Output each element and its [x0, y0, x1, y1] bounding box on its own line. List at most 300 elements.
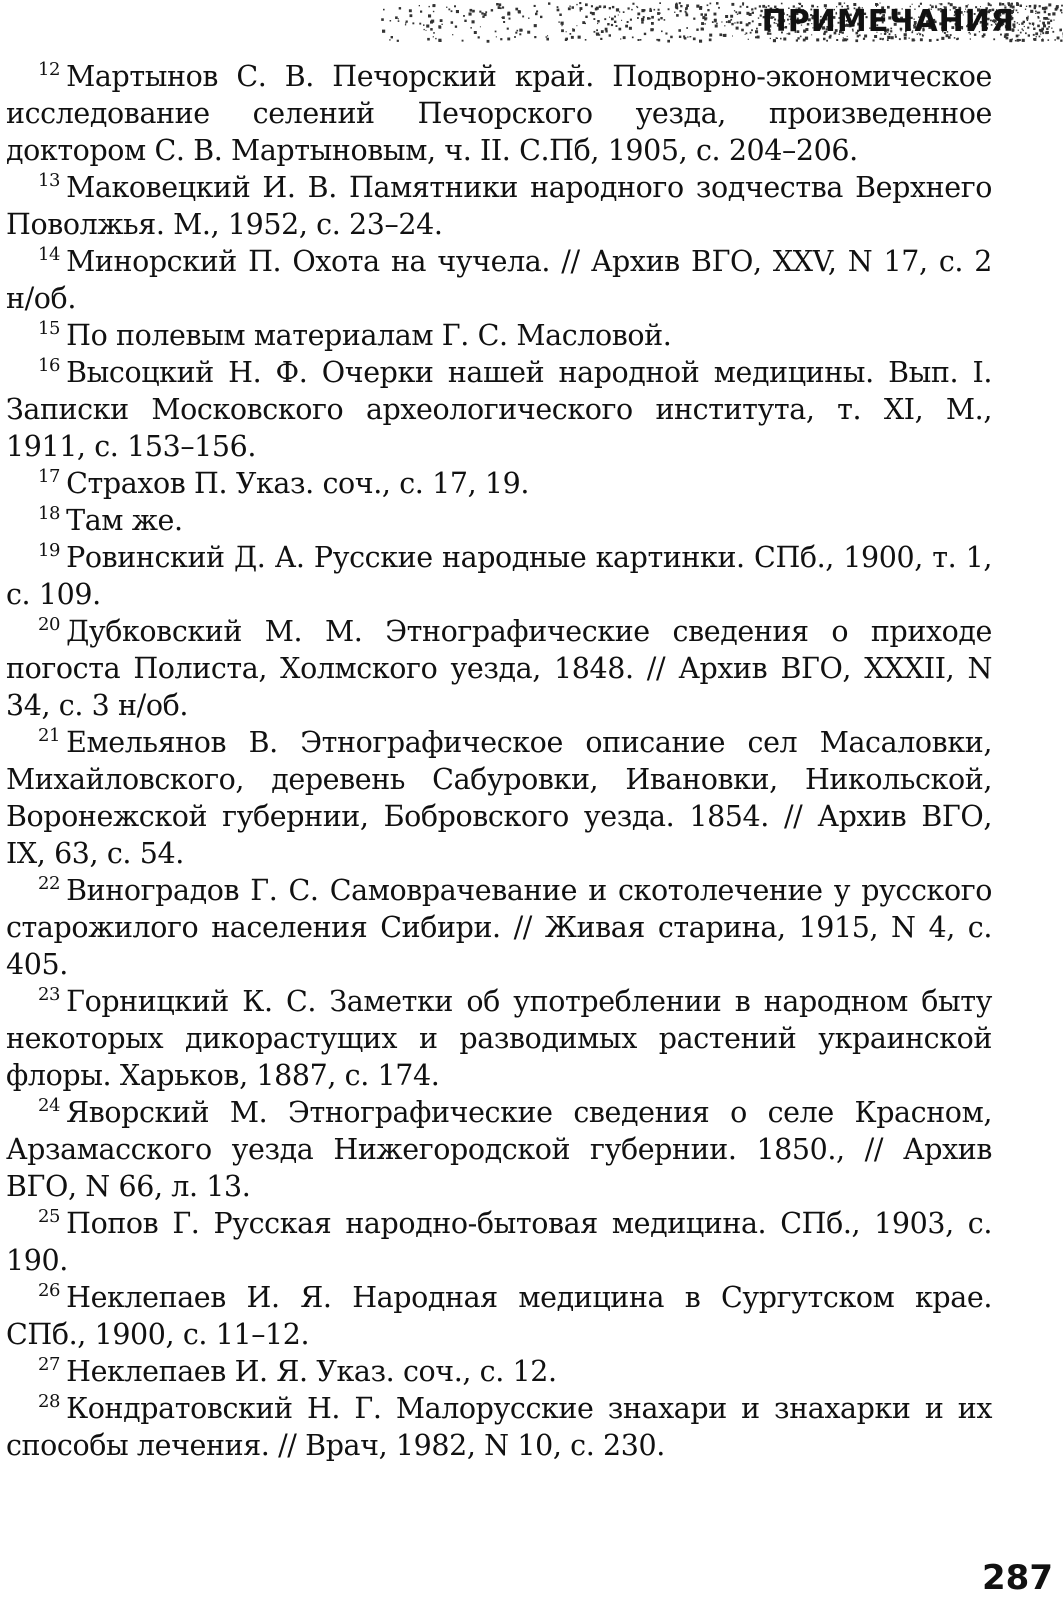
speckle: [1025, 32, 1027, 34]
speckle: [397, 40, 399, 42]
speckle: [389, 39, 390, 40]
speckle: [517, 30, 519, 32]
speckle: [614, 21, 616, 23]
speckle: [426, 25, 429, 28]
speckle: [680, 5, 682, 7]
speckle: [1027, 20, 1028, 21]
speckle: [664, 19, 666, 21]
speckle: [572, 29, 575, 32]
speckle: [757, 36, 760, 39]
speckle: [738, 11, 741, 14]
speckle: [1019, 24, 1020, 25]
speckle: [406, 21, 408, 23]
speckle: [614, 16, 616, 18]
footnote-number: 21: [38, 725, 61, 746]
speckle: [424, 29, 425, 30]
speckle: [704, 23, 705, 24]
speckle: [707, 9, 709, 11]
speckle: [1019, 39, 1021, 41]
speckle: [571, 36, 574, 39]
speckle: [535, 13, 538, 16]
speckle: [433, 11, 434, 12]
speckle: [463, 15, 465, 17]
speckle: [1020, 32, 1022, 34]
footnote-text: Дубковский М. М. Этнографические сведения о приходе погоста Полиста, Холмского уезда, 1848. // Архив ВГО, XXXII, N 34, с. 3 н/об.: [6, 615, 992, 722]
speckle: [641, 9, 644, 12]
speckle: [649, 9, 652, 12]
speckle: [616, 25, 618, 27]
speckle: [433, 32, 435, 34]
speckle: [611, 18, 614, 21]
speckle: [603, 6, 606, 9]
speckle: [609, 7, 611, 9]
speckle: [519, 29, 522, 32]
speckle: [395, 16, 398, 19]
speckle: [730, 15, 733, 18]
speckle: [569, 6, 570, 7]
speckle: [616, 8, 619, 11]
speckle: [679, 36, 681, 38]
speckle: [485, 11, 487, 13]
speckle: [631, 9, 633, 11]
speckle: [399, 7, 401, 9]
speckle: [628, 7, 630, 9]
speckle: [623, 36, 626, 39]
footnote: [6, 613, 992, 724]
speckle: [500, 38, 502, 40]
footnote: [6, 58, 992, 169]
speckle: [668, 8, 670, 10]
speckle: [576, 4, 577, 5]
speckle: [657, 12, 660, 15]
speckle: [462, 40, 464, 42]
speckle: [431, 20, 434, 23]
speckle: [1048, 39, 1050, 41]
speckle: [566, 31, 567, 32]
footnote-number: 12: [38, 59, 61, 80]
speckle: [741, 29, 744, 32]
speckle: [565, 38, 566, 39]
speckle: [409, 9, 412, 12]
speckle: [618, 15, 619, 16]
speckle: [746, 12, 749, 15]
footnote-text: Минорский П. Охота на чучела. // Архив ВГО, XXV, N 17, с. 2 н/об.: [6, 245, 992, 315]
speckle: [627, 21, 629, 23]
speckle: [1016, 35, 1019, 38]
speckle: [705, 17, 707, 19]
footnote-number: 19: [38, 540, 61, 561]
speckle: [451, 10, 453, 12]
footnote: [6, 169, 992, 243]
speckle: [748, 39, 749, 40]
speckle: [594, 31, 596, 33]
speckle: [702, 28, 704, 30]
speckle: [1035, 11, 1037, 13]
speckle: [1018, 30, 1019, 31]
speckle: [1054, 39, 1056, 41]
speckle: [607, 23, 609, 25]
speckle: [419, 23, 421, 25]
speckle: [558, 21, 559, 22]
speckle: [609, 34, 611, 36]
speckle: [625, 25, 628, 28]
footnote: [6, 1205, 992, 1279]
speckle: [675, 4, 678, 7]
speckle: [398, 18, 399, 19]
speckle: [1015, 40, 1017, 42]
speckle: [609, 17, 610, 18]
speckle: [1048, 3, 1051, 6]
footnote-text: Яворский М. Этнографические сведения о селе Красном, Арзамасского уезда Нижегородской губернии. 1850., // Архив ВГО, N 66, л. 13.: [6, 1096, 992, 1203]
speckle: [390, 20, 392, 22]
footnote-text: Ровинский Д. А. Русские народные картинки. СПб., 1900, т. 1, с. 109.: [6, 541, 992, 611]
speckle: [507, 38, 510, 41]
speckle: [619, 28, 622, 31]
speckle: [758, 17, 759, 18]
speckle: [1035, 13, 1036, 14]
speckle: [522, 16, 524, 18]
speckle: [585, 39, 587, 41]
speckle: [579, 2, 581, 4]
speckle: [679, 2, 681, 4]
speckle: [1017, 22, 1018, 23]
speckle: [709, 34, 712, 37]
speckle: [693, 18, 695, 20]
speckle: [759, 5, 761, 7]
speckle: [656, 39, 658, 41]
speckle: [1029, 23, 1031, 25]
speckle: [528, 18, 529, 19]
footnote-number: 27: [38, 1354, 61, 1375]
speckle: [685, 11, 687, 13]
speckle: [585, 3, 588, 6]
speckle: [752, 12, 754, 14]
speckle: [515, 32, 517, 34]
speckle: [611, 24, 613, 26]
speckle: [592, 12, 595, 15]
running-header: [0, 0, 1063, 44]
speckle: [658, 19, 660, 21]
speckle: [712, 21, 714, 23]
speckle: [680, 10, 682, 12]
speckle: [1052, 31, 1054, 33]
speckle: [1053, 20, 1054, 21]
footnote-number: 15: [38, 318, 61, 339]
speckle: [1050, 20, 1052, 22]
speckle: [726, 21, 728, 23]
speckle: [1022, 28, 1023, 29]
speckle: [1037, 16, 1039, 18]
speckle: [604, 18, 606, 20]
speckle: [641, 18, 644, 21]
speckle: [1020, 5, 1023, 8]
footnote-text: Горницкий К. С. Заметки об употреблении в народном быту некоторых дикорастущих и разводимых растений украинской флоры. Харьков, 1887, с. 174.: [6, 985, 992, 1092]
speckle: [534, 36, 536, 38]
speckle: [428, 14, 431, 17]
footnote: [6, 465, 992, 502]
speckle: [709, 39, 712, 42]
page-number: 287: [982, 1558, 1053, 1598]
speckle: [721, 21, 722, 22]
speckle: [1061, 12, 1062, 13]
speckle: [716, 2, 719, 5]
speckle: [748, 22, 750, 24]
footnote-number: 22: [38, 873, 61, 894]
footnote-number: 25: [38, 1206, 61, 1227]
speckle: [514, 36, 516, 38]
speckle: [1016, 2, 1018, 4]
speckle: [595, 8, 598, 11]
speckle: [410, 14, 413, 17]
footnotes-list: [6, 58, 992, 1464]
speckle: [420, 11, 422, 13]
speckle: [637, 17, 639, 19]
speckle: [716, 23, 718, 25]
speckle: [675, 6, 678, 9]
footnote-text: Неклепаев И. Я. Указ. соч., с. 12.: [66, 1355, 557, 1388]
speckle: [472, 10, 475, 13]
speckle: [730, 19, 732, 21]
footnote: [6, 243, 992, 317]
footnote-number: 14: [38, 244, 61, 265]
speckle: [1042, 38, 1043, 39]
speckle: [534, 5, 536, 7]
speckle: [1038, 12, 1040, 14]
speckle: [478, 36, 480, 38]
speckle: [381, 18, 384, 21]
speckle: [487, 40, 490, 43]
speckle: [724, 25, 725, 26]
speckle: [546, 38, 549, 41]
speckle: [734, 10, 735, 11]
speckle: [1052, 12, 1055, 15]
speckle: [548, 2, 550, 4]
speckle: [464, 20, 466, 22]
speckle: [693, 38, 696, 41]
speckle: [593, 18, 595, 20]
speckle: [746, 32, 748, 34]
speckle: [1042, 32, 1044, 34]
speckle: [731, 23, 733, 25]
speckle: [637, 13, 640, 16]
speckle: [1043, 24, 1046, 27]
speckle: [601, 30, 604, 33]
footnote: [6, 502, 992, 539]
speckle: [1059, 29, 1062, 32]
speckle: [667, 40, 670, 43]
speckle: [686, 4, 689, 7]
speckle: [1026, 17, 1029, 20]
speckle: [469, 13, 472, 16]
speckle: [519, 33, 521, 35]
speckle: [719, 33, 722, 36]
footnote: [6, 1094, 992, 1205]
speckle: [1029, 5, 1031, 7]
speckle: [714, 19, 717, 22]
speckle: [701, 22, 704, 25]
speckle: [1041, 28, 1044, 31]
speckle: [756, 28, 758, 30]
footnote: [6, 983, 992, 1094]
speckle: [1025, 9, 1026, 10]
footnote-number: 17: [38, 466, 61, 487]
speckle: [1057, 37, 1060, 40]
speckle: [480, 26, 481, 27]
speckle: [1032, 23, 1035, 26]
speckle: [502, 6, 504, 8]
speckle: [591, 5, 593, 7]
speckle: [433, 4, 436, 7]
speckle: [620, 38, 621, 39]
speckle: [412, 22, 414, 24]
footnote-text: Там же.: [66, 504, 183, 537]
speckle: [752, 20, 754, 22]
speckle: [580, 7, 583, 10]
speckle: [699, 40, 702, 43]
speckle: [419, 5, 420, 6]
speckle: [725, 34, 727, 36]
speckle: [644, 33, 646, 35]
speckle: [755, 8, 757, 10]
speckle: [495, 31, 497, 33]
speckle: [440, 19, 443, 22]
speckle: [429, 6, 430, 7]
speckle: [470, 9, 473, 12]
speckle: [1033, 28, 1035, 30]
footnote-text: Высоцкий Н. Ф. Очерки нашей народной медицины. Вып. I. Записки Московского археологического института, т. XI, М., 1911, с. 153–156.: [6, 356, 992, 463]
speckle: [731, 3, 734, 6]
speckle: [559, 14, 562, 17]
speckle: [746, 6, 748, 8]
speckle: [665, 33, 667, 35]
footnote-number: 20: [38, 614, 61, 635]
speckle: [1051, 28, 1052, 29]
speckle: [1029, 35, 1030, 36]
speckle: [439, 26, 442, 29]
speckle: [1017, 39, 1020, 42]
speckle: [728, 20, 731, 23]
speckle: [1056, 5, 1059, 8]
speckle: [557, 9, 560, 12]
footnote-text: Кондратовский Н. Г. Малорусские знахари и знахарки и их способы лечения. // Врач, 1982, N 10, с. 230.: [6, 1392, 992, 1462]
footnote-number: 23: [38, 984, 61, 1005]
speckle: [454, 5, 456, 7]
speckle: [442, 24, 443, 25]
speckle: [540, 16, 542, 18]
speckle: [568, 7, 571, 10]
speckle: [637, 7, 638, 8]
speckle: [751, 29, 753, 31]
speckle: [570, 33, 572, 35]
speckle: [641, 21, 644, 24]
footnote: [6, 1279, 992, 1353]
speckle: [456, 10, 459, 13]
speckle: [585, 16, 587, 18]
speckle: [734, 22, 735, 23]
speckle: [750, 32, 752, 34]
footnote-number: 13: [38, 170, 61, 191]
speckle: [433, 36, 434, 37]
speckle: [472, 20, 475, 23]
footnote: [6, 539, 992, 613]
speckle: [1046, 31, 1049, 34]
speckle: [1028, 16, 1029, 17]
speckle: [448, 9, 450, 11]
speckle: [1034, 38, 1037, 41]
speckle: [702, 16, 705, 19]
speckle: [1039, 36, 1041, 38]
speckle: [596, 29, 598, 31]
speckle: [1026, 6, 1027, 7]
footnote-number: 18: [38, 503, 61, 524]
speckle: [536, 11, 537, 12]
speckle: [674, 12, 675, 13]
speckle: [597, 20, 600, 23]
speckle: [737, 14, 738, 15]
speckle: [452, 34, 453, 35]
speckle: [391, 36, 393, 38]
speckle: [405, 24, 406, 25]
speckle: [1023, 21, 1025, 23]
speckle: [658, 9, 660, 11]
speckle: [690, 36, 691, 37]
speckle: [715, 25, 718, 28]
speckle: [1030, 10, 1033, 13]
speckle: [596, 33, 599, 36]
speckle: [1042, 7, 1045, 10]
speckle: [509, 18, 511, 20]
speckle: [383, 9, 385, 11]
speckle: [654, 9, 656, 11]
speckle: [619, 11, 620, 12]
speckle: [562, 24, 563, 25]
speckle: [435, 38, 436, 39]
speckle: [507, 28, 509, 30]
speckle: [382, 30, 385, 33]
speckle: [661, 31, 663, 33]
speckle: [527, 31, 530, 34]
speckle: [704, 14, 707, 17]
speckle: [605, 28, 608, 31]
section-title: ПРИМЕЧАНИЯ: [761, 4, 1015, 39]
speckle: [736, 27, 739, 30]
footnote-text: Страхов П. Указ. соч., с. 17, 19.: [66, 467, 530, 500]
speckle: [518, 10, 521, 13]
footnote-text: Виноградов Г. С. Самоврачевание и скотолечение у русского старожилого населения Сибири. // Живая старина, 1915, N 4, с. 405.: [6, 874, 992, 981]
speckle: [701, 13, 704, 16]
speckle: [427, 38, 430, 41]
speckle: [632, 37, 634, 39]
speckle: [1060, 9, 1062, 11]
footnote-number: 26: [38, 1280, 61, 1301]
speckle: [576, 25, 577, 26]
speckle: [491, 9, 493, 11]
speckle: [482, 16, 484, 18]
speckle: [496, 3, 499, 6]
speckle: [1019, 35, 1020, 36]
speckle: [658, 39, 661, 42]
speckle: [474, 31, 477, 34]
speckle: [578, 36, 581, 39]
speckle: [1047, 21, 1050, 24]
speckle: [600, 38, 602, 40]
speckle: [718, 7, 720, 9]
speckle: [470, 27, 472, 29]
speckle: [423, 24, 425, 26]
speckle: [501, 17, 502, 18]
speckle: [742, 2, 744, 4]
speckle: [696, 29, 698, 31]
